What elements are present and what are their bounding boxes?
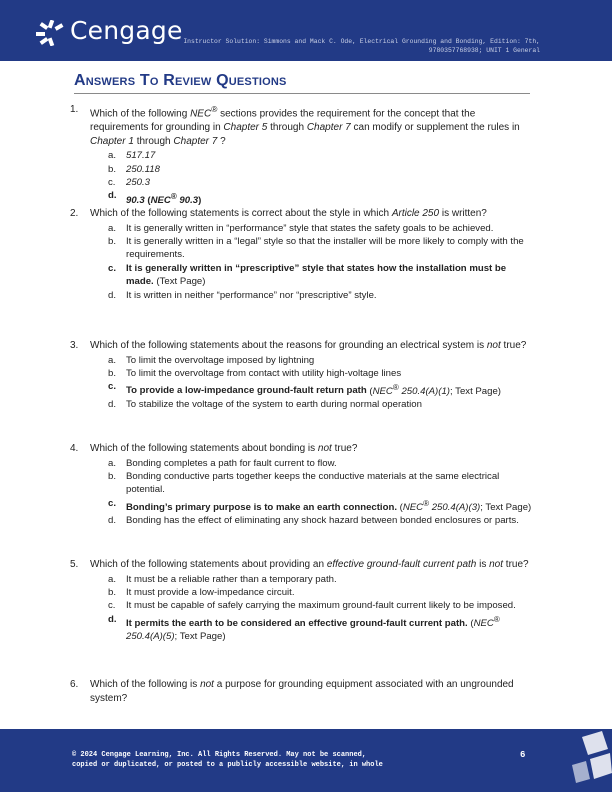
option-text: To limit the overvoltage imposed by lightning — [126, 354, 315, 366]
option-text: It must be a reliable rather than a temporary path. — [126, 573, 337, 585]
question-text: Which of the following is not a purpose for grounding equipment associated with an ungrounded system? — [90, 679, 514, 704]
answer-option — [90, 573, 534, 586]
question-item — [70, 207, 534, 302]
option-text: It is generally written in “prescriptive” style that states how the installation must be made. (Text Page) — [126, 262, 507, 288]
option-text: To provide a low-impedance ground-fault return path (NEC® 250.4(A)(1); Text Page) — [126, 382, 502, 397]
brand-name: Cengage — [70, 16, 183, 45]
option-text: 250.3 — [126, 176, 151, 188]
corner-decoration-icon — [552, 729, 612, 792]
question-number: 5. — [70, 559, 79, 570]
option-letter: c. — [108, 497, 117, 509]
option-letter: b. — [108, 587, 117, 598]
option-letter: a. — [108, 150, 117, 162]
correct-answer-option — [90, 613, 534, 644]
answer-option — [90, 599, 534, 612]
option-text: It must be capable of safely carrying the maximum ground-fault current likely to be imposed. — [126, 600, 516, 612]
question-item — [70, 558, 534, 644]
answer-options — [90, 354, 534, 412]
answer-option — [90, 367, 534, 380]
question-number: 3. — [70, 340, 79, 351]
correct-answer-option — [90, 380, 534, 398]
option-text: 250.118 — [126, 163, 160, 175]
answer-option — [90, 149, 534, 162]
answer-option — [90, 457, 534, 470]
option-letter: b. — [108, 163, 117, 175]
question-number: 1. — [70, 104, 79, 115]
question-text: Which of the following NEC® sections provides the requirement for the concept that the requirements for grounding in Chapter 5 through Chapter 7 can modify or supplement the rules in Chapter 1 through Chapter 7 ? — [90, 104, 520, 147]
title-rule — [74, 93, 530, 94]
answer-option — [90, 176, 534, 189]
option-letter: d. — [108, 289, 117, 301]
option-text: Bonding completes a path for fault current to flow. — [126, 457, 337, 469]
option-letter: a. — [108, 457, 117, 469]
option-letter: b. — [108, 368, 117, 379]
page-header — [0, 0, 612, 61]
citation-line: 9780357768938; UNIT 1 General — [428, 46, 540, 54]
option-text: To stabilize the voltage of the system to earth during normal operation — [126, 399, 422, 410]
option-text: 517.17 — [126, 150, 156, 162]
answer-option — [90, 235, 534, 262]
option-letter: d. — [108, 399, 117, 410]
header-citation — [70, 38, 540, 55]
question-text: Which of the following statements is correct about the style in which Article 250 is written? — [90, 208, 487, 219]
option-letter: a. — [108, 354, 117, 366]
question-item — [70, 678, 534, 705]
option-letter: a. — [108, 222, 117, 234]
page-number: 6 — [520, 750, 526, 760]
option-letter: d. — [108, 515, 117, 527]
page-title: Answers To Review Questions — [74, 72, 287, 89]
question-text: Which of the following statements about bonding is not true? — [90, 443, 358, 454]
option-letter: c. — [108, 600, 116, 612]
option-text: Bonding conductive parts together keeps the conductive materials at the same electrical potential. — [126, 471, 500, 496]
answer-options — [90, 222, 534, 302]
answer-option — [90, 398, 534, 411]
answer-option — [90, 586, 534, 599]
question-number: 6. — [70, 679, 79, 690]
option-text: Bonding’s primary purpose is to make an earth connection. (NEC® 250.4(A)(3); Text Page) — [126, 498, 532, 513]
copyright-notice — [72, 750, 383, 770]
option-text: Bonding has the effect of eliminating any shock hazard between bonded enclosures or parts. — [126, 515, 519, 527]
option-letter: d. — [108, 190, 117, 202]
answer-option — [90, 163, 534, 176]
citation-line: Instructor Solution: Simmons and Mack C. Ode, Electrical Grounding and Bonding, Edition: 7th, — [183, 38, 540, 45]
option-letter: a. — [108, 573, 117, 585]
answer-option — [90, 222, 534, 235]
option-letter: d. — [108, 613, 117, 625]
answer-options — [90, 573, 534, 644]
question-text: Which of the following statements about providing an effective ground-fault current path is not true? — [90, 559, 529, 570]
question-text: Which of the following statements about the reasons for grounding an electrical system is not true? — [90, 340, 527, 351]
copyright-line: copied or duplicated, or posted to a publicly accessible website, in whole — [72, 761, 383, 769]
question-item — [70, 103, 534, 207]
answer-option — [90, 354, 534, 367]
correct-answer-option — [90, 497, 534, 515]
option-letter: c. — [108, 381, 117, 393]
answer-options — [90, 457, 534, 528]
option-text: It is generally written in a “legal” style so that the installer will be more likely to comply with the requirements. — [126, 236, 524, 261]
question-item — [70, 339, 534, 411]
question-number: 2. — [70, 208, 79, 219]
option-text: It permits the earth to be considered an effective ground-fault current path. (NEC® 250.4(A)(5); Text Page) — [126, 614, 500, 643]
answer-options — [90, 149, 534, 207]
page-footer — [0, 729, 612, 792]
option-text: To limit the overvoltage from contact with utility high-voltage lines — [126, 368, 402, 379]
answer-option — [90, 514, 534, 527]
option-letter: b. — [108, 236, 117, 247]
option-text: It must provide a low-impedance circuit. — [126, 587, 295, 598]
correct-answer-option — [90, 189, 534, 207]
cengage-logo-icon — [36, 20, 66, 46]
copyright-line: © 2024 Cengage Learning, Inc. All Rights Reserved. May not be scanned, — [72, 751, 367, 759]
answer-option — [90, 289, 534, 302]
answer-option — [90, 470, 534, 497]
option-letter: c. — [108, 176, 116, 188]
correct-answer-option — [90, 262, 534, 289]
option-letter: b. — [108, 471, 117, 482]
option-text: 90.3 (NEC® 90.3) — [126, 191, 202, 206]
option-text: It is generally written in “performance” style that states the safety goals to be achieved. — [126, 222, 494, 234]
option-text: It is written in neither “performance” nor “prescriptive” style. — [126, 289, 377, 301]
question-number: 4. — [70, 443, 79, 454]
option-letter: c. — [108, 262, 117, 274]
question-item — [70, 442, 534, 528]
